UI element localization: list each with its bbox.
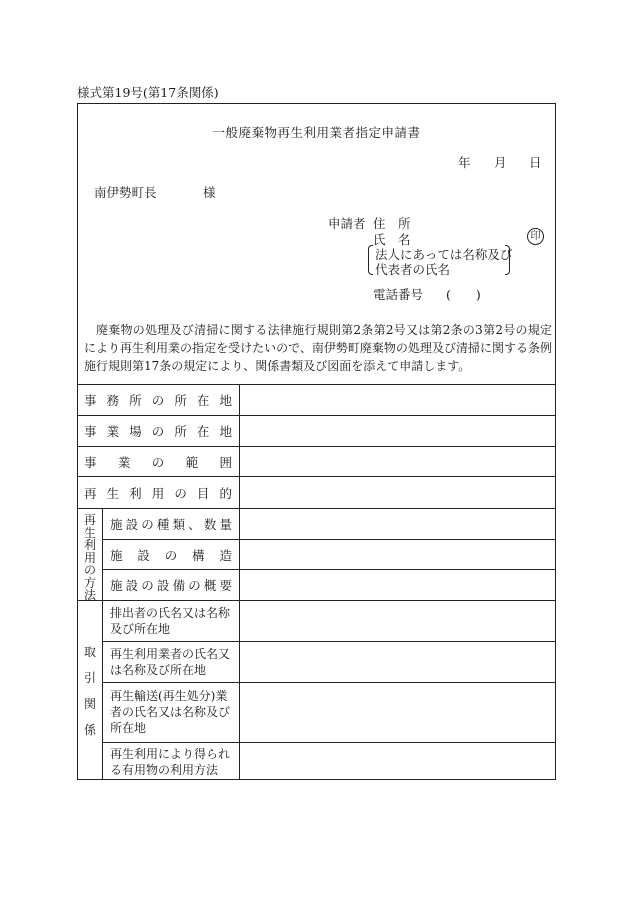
- item-line: 再生利用により得られ: [110, 747, 231, 761]
- label-char: 引: [83, 671, 96, 685]
- label-char: 囲: [219, 454, 232, 470]
- name-label: 氏 名: [373, 232, 411, 247]
- label-char: 範: [185, 454, 199, 470]
- label-char: 生: [83, 525, 96, 540]
- label-char: 施: [110, 578, 123, 593]
- label-char: 構: [192, 547, 205, 563]
- addressee-honorific: 様: [203, 185, 216, 200]
- application-form: [77, 103, 556, 780]
- label-char: 再: [84, 485, 97, 501]
- item-line: 及び所在地: [110, 622, 171, 636]
- label-char: 利: [129, 485, 142, 501]
- corporation-note-line2: 代表者の氏名: [375, 262, 451, 277]
- label-char: 事: [84, 454, 97, 470]
- label-char: 種: [156, 517, 170, 532]
- seal-mark: 印: [527, 228, 544, 245]
- label-char: 在: [196, 424, 210, 439]
- label-char: の: [151, 454, 165, 470]
- date-day-label: 日: [529, 155, 542, 170]
- label-char: 施: [110, 517, 123, 532]
- label-char: 事: [84, 393, 97, 408]
- addressee-name: 南伊勢町長: [94, 185, 157, 200]
- label-char: 業: [117, 454, 131, 470]
- label-char: の: [141, 578, 154, 593]
- label-char: 施: [110, 547, 123, 563]
- transaction-item-1: [110, 605, 230, 637]
- label-char: の: [151, 424, 165, 439]
- label-char: 場: [129, 424, 142, 439]
- label-char: 要: [219, 578, 232, 593]
- transaction-item-2: [110, 646, 230, 678]
- form-title: 一般廃棄物再生利用業者指定申請書: [212, 125, 421, 140]
- label-char: 備: [172, 578, 186, 593]
- form-header: [78, 104, 555, 384]
- row-rule: [78, 600, 555, 601]
- transaction-item-4: [110, 746, 230, 778]
- label-char: 取: [83, 645, 96, 659]
- label-char: の: [141, 517, 154, 532]
- item-line: 所在地: [110, 721, 147, 735]
- date-month-label: 月: [494, 155, 507, 170]
- value-column-rule: [239, 384, 240, 779]
- label-char: の: [174, 485, 187, 501]
- row-business-scope-label: [84, 447, 232, 476]
- corporation-note: [368, 245, 513, 277]
- label-char: 目: [196, 485, 210, 501]
- row-rule: [102, 641, 555, 642]
- label-char: 設: [125, 517, 139, 532]
- label-char: 所: [174, 393, 187, 408]
- group-column-rule: [102, 508, 103, 779]
- label-char: 量: [219, 517, 232, 532]
- item-line: る有用物の利用方法: [110, 763, 219, 777]
- phone-parens: ( ): [446, 287, 481, 302]
- label-char: 所: [129, 393, 142, 408]
- item-line: 排出者の氏名又は名称: [110, 606, 231, 620]
- corporation-note-line1: 法人にあっては名称及び: [375, 247, 513, 262]
- right-bracket: [505, 245, 510, 275]
- label-char: の: [188, 578, 201, 593]
- label-char: 類: [172, 517, 186, 532]
- form-number: 様式第19号(第17条関係): [77, 85, 219, 100]
- applicant-label: 申請者: [328, 216, 366, 231]
- label-char: の: [151, 393, 165, 408]
- phone-label: 電話番号: [373, 287, 424, 302]
- label-char: 、: [188, 517, 201, 532]
- label-char: 的: [219, 485, 232, 501]
- item-line: は名称及び所在地: [110, 663, 207, 677]
- left-bracket: [368, 245, 373, 275]
- item-line: 者の氏名又は名称及び: [110, 705, 231, 719]
- label-char: 地: [219, 424, 232, 439]
- label-char: 用: [151, 485, 165, 501]
- method-item-3: [110, 570, 232, 600]
- label-char: 係: [83, 723, 96, 737]
- method-group-label: [83, 514, 97, 602]
- method-item-2: [110, 540, 232, 569]
- transaction-item-3: [110, 688, 230, 736]
- label-char: の: [164, 547, 178, 563]
- item-line: 再生利用業者の氏名又: [110, 647, 231, 661]
- row-office-location-label: [84, 385, 232, 415]
- transaction-group-label: [83, 639, 97, 743]
- label-char: 在: [196, 393, 210, 408]
- label-char: 関: [83, 697, 96, 711]
- label-char: 生: [106, 485, 120, 501]
- address-label: 住 所: [373, 216, 411, 231]
- label-char: 数: [203, 517, 217, 532]
- date-year-label: 年: [458, 155, 471, 170]
- label-char: 利: [83, 538, 96, 552]
- label-char: 設: [156, 578, 170, 593]
- label-char: 設: [137, 547, 150, 563]
- label-char: 概: [203, 578, 217, 593]
- label-char: 事: [84, 424, 97, 439]
- label-char: 所: [174, 424, 187, 439]
- application-statement: 廃棄物の処理及び清掃に関する法律施行規則第2条第2号又は第2条の3第2号の規定により再生利用業の指定を受けたいので、南伊勢町廃棄物の処理及び清掃に関する条例施行規則第17条の規定により、関係書類及び図面を添えて申請します。: [84, 323, 552, 373]
- row-rule: [102, 682, 555, 683]
- row-purpose-label: [84, 477, 232, 508]
- label-char: 造: [219, 547, 232, 563]
- label-char: 地: [219, 393, 232, 408]
- label-char: 方: [83, 575, 96, 590]
- label-char: 用: [83, 550, 96, 565]
- method-item-1: [110, 509, 232, 539]
- item-line: 再生輸送(再生処分)業: [110, 689, 228, 703]
- row-rule: [102, 742, 555, 743]
- label-char: 設: [125, 578, 139, 593]
- label-char: 務: [106, 393, 120, 408]
- label-char: 法: [83, 588, 96, 602]
- row-site-location-label: [84, 416, 232, 446]
- label-char: 再: [83, 513, 96, 527]
- label-char: 業: [106, 424, 120, 439]
- label-char: の: [83, 563, 96, 577]
